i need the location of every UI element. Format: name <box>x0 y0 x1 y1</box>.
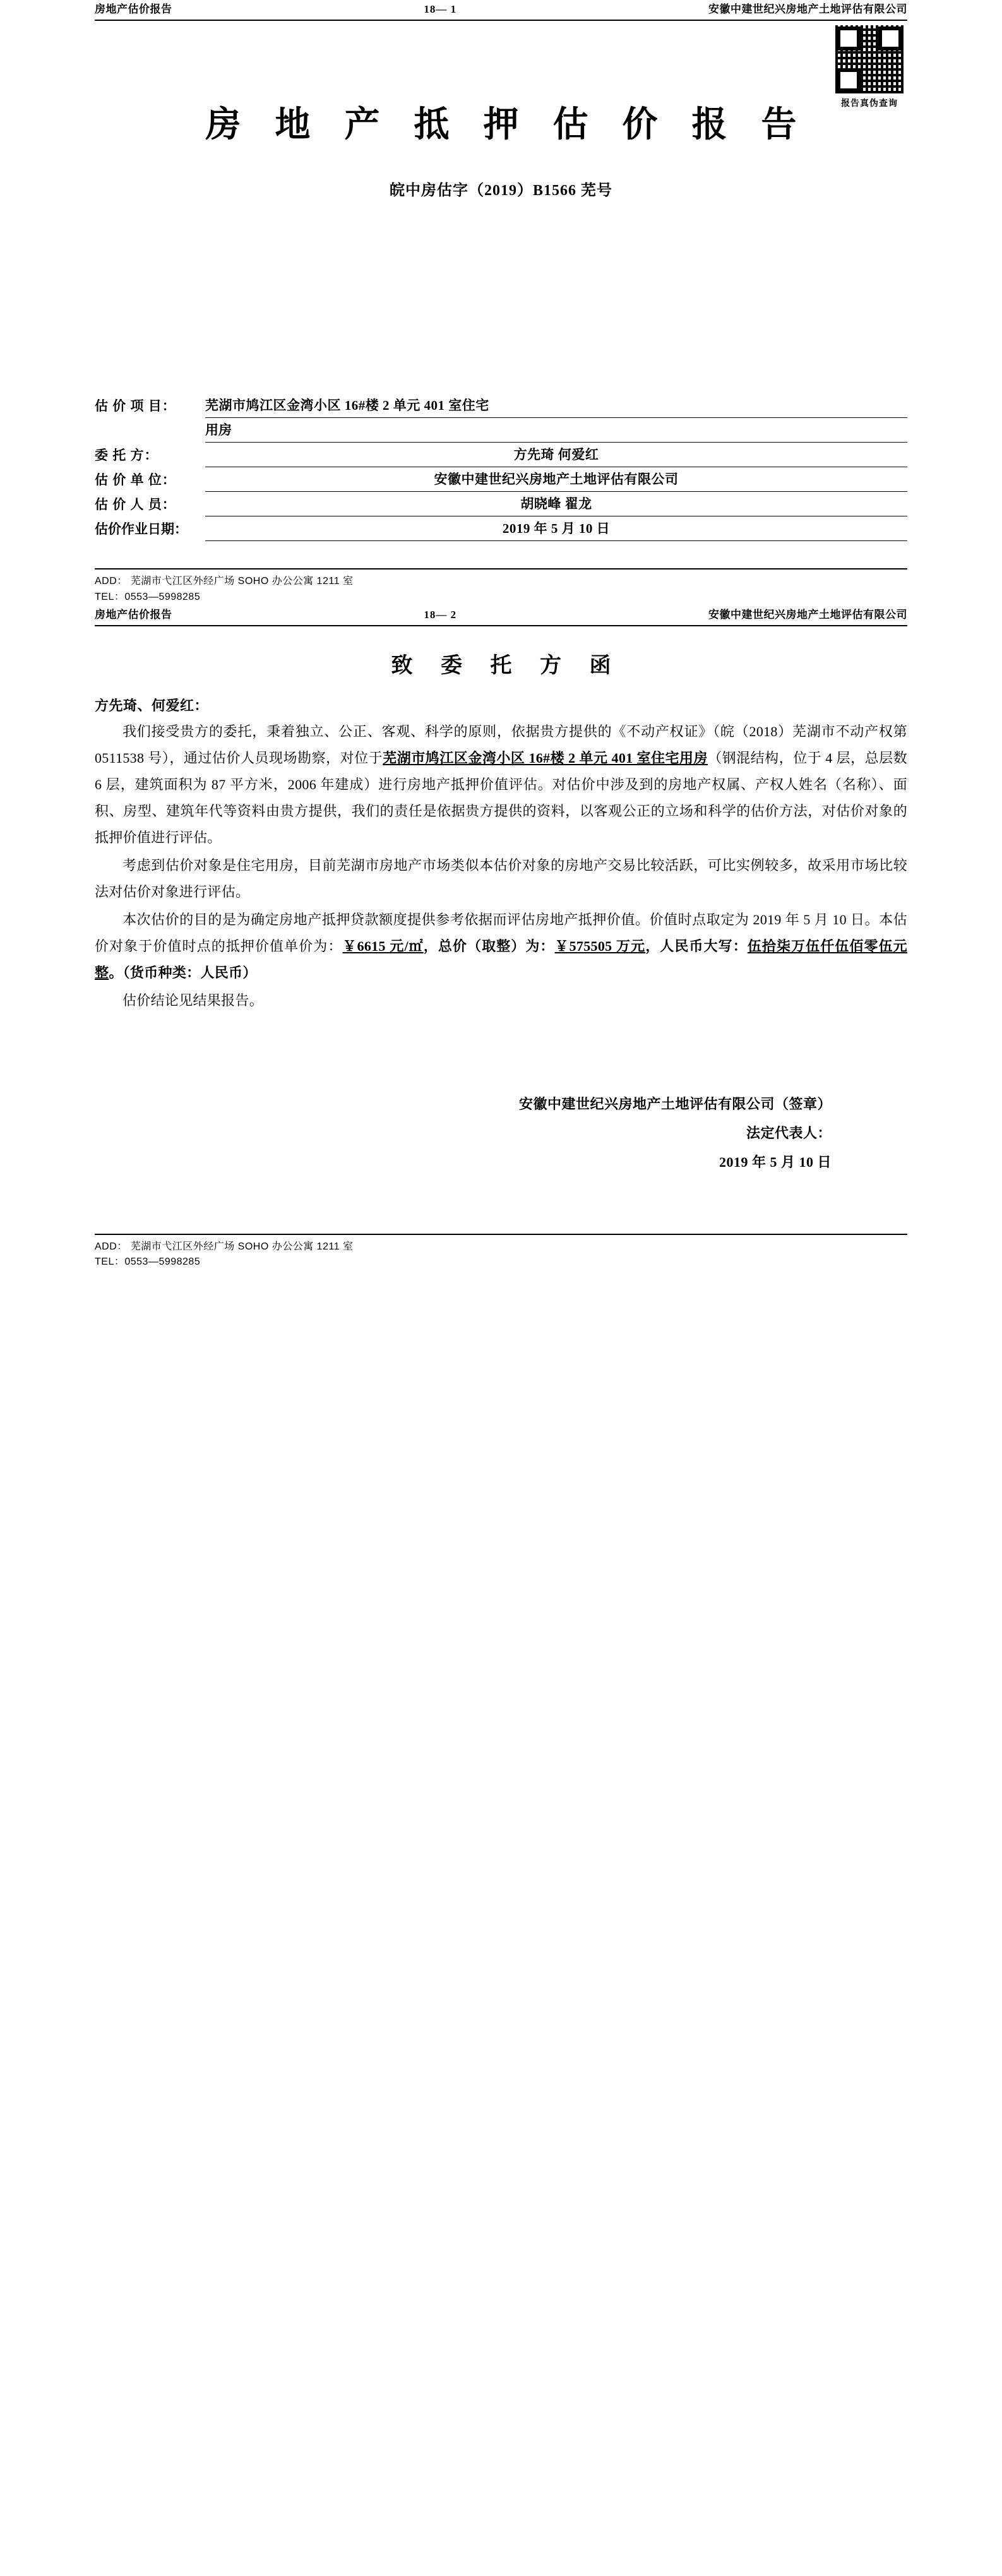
para3-part-d: 。（货币种类：人民币） <box>109 964 257 981</box>
signature-company: 安徽中建世纪兴房地产土地评估有限公司（签章） <box>518 1095 832 1112</box>
footer-telephone-2: TEL：0553—5998285 <box>95 1256 201 1268</box>
field-value-project-cont: 用房 <box>205 420 907 443</box>
para3-part-b: ，总价（取整）为： <box>423 938 555 954</box>
letter-paragraph-4: 估价结论见结果报告。 <box>122 992 264 1008</box>
field-row-appraisers <box>95 494 907 516</box>
running-header <box>95 0 907 21</box>
header-page-number: 18— 1 <box>424 3 457 15</box>
signature-legal-representative: 法定代表人： <box>746 1124 832 1141</box>
para1-subject-underlined: 芜湖市鸠江区金湾小区 16#楼 2 单元 401 室住宅用房 <box>383 749 708 766</box>
field-label-project: 估 价 项 目： <box>95 398 176 414</box>
running-footer-letter <box>95 1234 907 1271</box>
para3-unit-price: ￥6615 元/㎡ <box>342 938 424 954</box>
cover-field-list <box>95 395 907 541</box>
letter-paragraph-1 <box>95 719 907 851</box>
qr-code-caption: 报告真伪查询 <box>841 99 898 109</box>
letter-title: 致 委 托 方 函 <box>391 653 623 677</box>
field-row-project <box>95 395 907 418</box>
letter-paragraph-3 <box>95 907 907 986</box>
field-value-client: 方先琦 何爱红 <box>205 444 907 467</box>
para3-amount-in-words: 伍拾柒万伍仟伍佰零伍元整 <box>95 938 907 981</box>
header-company-name-2: 安徽中建世纪兴房地产土地评估有限公司 <box>708 608 907 621</box>
footer-address-2: ADD： 芜湖市弋江区外经广场 SOHO 办公公寓 1211 室 <box>95 1241 354 1252</box>
header-page-number-2: 18— 2 <box>424 608 457 621</box>
field-row-appraisal-company <box>95 469 907 492</box>
header-left-text-2: 房地产估价报告 <box>95 608 172 621</box>
field-row-date <box>95 518 907 541</box>
para3-part-c: ，人民币大写： <box>645 938 748 954</box>
field-value-appraisal-company: 安徽中建世纪兴房地产土地评估有限公司 <box>205 469 907 492</box>
para1-part-a: 我们接受贵方的委托，秉着独立、公正、客观、科学的原则，依据贵方提供的《不动产权证》（皖（2018）芜湖市不动产权第 0511538 号），通过估价人员现场勘察，对位于 <box>95 723 907 766</box>
footer-address: ADD： 芜湖市弋江区外经广场 SOHO 办公公寓 1211 室 <box>95 576 354 587</box>
para1-part-c: （钢混结构，位于 4 层，总层数 6 层，建筑面积为 87 平方米，2006 年建成）进行房地产抵押价值评估。对估价中涉及到的房地产权属、产权人姓名（名称）、面积、房型、建筑年代等资料由贵方提供，我们的责任是依据贵方提供的资料，以客观公正的立场和科学的估价方法，对估价对象的抵押价值进行评估。 <box>95 749 907 845</box>
report-doc-number: 皖中房估字（2019）B1566 芜号 <box>389 182 612 199</box>
para3-total-price: ￥575505 万元 <box>554 938 646 954</box>
field-value-date: 2019 年 5 月 10 日 <box>205 518 907 541</box>
cover-page <box>0 0 1002 605</box>
letter-paragraph-2: 考虑到估价对象是住宅用房，目前芜湖市房地产市场类似本估价对象的房地产交易比较活跃，可比实例较多，故采用市场比较法对估价对象进行评估。 <box>95 857 907 900</box>
field-label-appraisal-company: 估 价 单 位： <box>95 472 176 487</box>
qr-code-block <box>832 25 907 109</box>
letter-salutation: 方先琦、何爱红： <box>95 697 209 713</box>
letter-page <box>0 605 1002 1271</box>
field-value-appraisers: 胡晓峰 翟龙 <box>205 494 907 516</box>
field-label-appraisers: 估 价 人 员： <box>95 497 176 512</box>
field-label-client: 委 托 方： <box>95 448 158 463</box>
qr-code-image <box>835 25 904 93</box>
header-left-text: 房地产估价报告 <box>95 3 172 15</box>
signature-block <box>95 1090 907 1177</box>
signature-date: 2019 年 5 月 10 日 <box>719 1154 832 1170</box>
field-label-date: 估价作业日期： <box>95 522 188 537</box>
footer-telephone: TEL：0553—5998285 <box>95 591 201 602</box>
running-footer-cover <box>95 568 907 605</box>
field-value-project: 芜湖市鸠江区金湾小区 16#楼 2 单元 401 室住宅 <box>205 395 907 418</box>
report-title: 房 地 产 抵 押 估 价 报 告 <box>205 105 809 145</box>
para3-part-a: 本次估价的目的是为确定房地产抵押贷款额度提供参考依据而评估房地产抵押价值。价值时点取定为 2019 年 5 月 10 日。本估价对象于价值时点的抵押价值单价为： <box>95 911 907 954</box>
running-header-2 <box>95 605 907 626</box>
header-company-name: 安徽中建世纪兴房地产土地评估有限公司 <box>708 3 907 15</box>
field-row-client <box>95 444 907 467</box>
